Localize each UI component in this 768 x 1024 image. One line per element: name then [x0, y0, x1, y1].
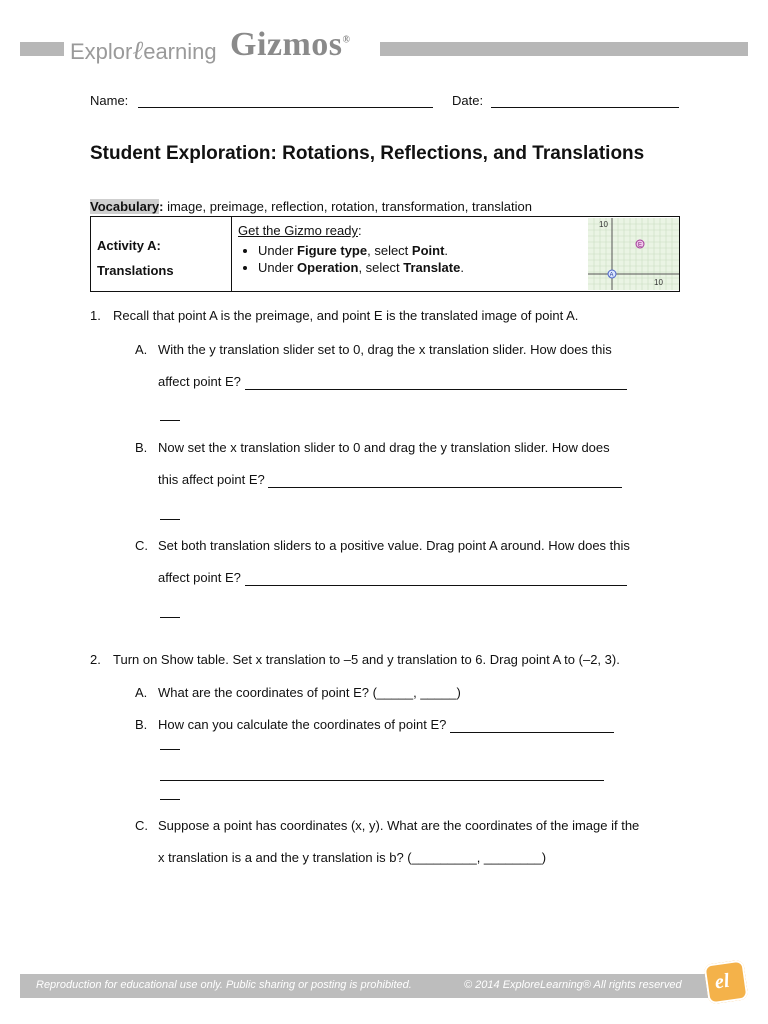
q1b-letter: B.: [135, 440, 148, 455]
q1b-answer-continue[interactable]: [160, 509, 180, 520]
q1a-line1: With the y translation slider set to 0, drag the x translation slider. How does this: [158, 342, 612, 357]
q1-text: Recall that point A is the preimage, and point E is the translated image of point A.: [113, 308, 579, 323]
q1a-answer-continue[interactable]: [160, 410, 180, 421]
q1c-prompt: affect point E?: [158, 570, 241, 585]
q2-number: 2.: [90, 652, 101, 667]
q1b-line2: [158, 472, 622, 488]
brand-gizmos-text: Gizmos: [230, 26, 343, 63]
gizmo-graph-thumbnail: [588, 218, 679, 290]
vocabulary-line: [90, 199, 532, 214]
name-label: Name:: [90, 93, 129, 108]
footer-reproduction-notice: Reproduction for educational use only. Public sharing or posting is prohibited.: [36, 979, 412, 991]
q2b-letter: B.: [135, 717, 148, 732]
footer-bar: [20, 974, 726, 998]
page-title: Student Exploration: Rotations, Reflections, and Translations: [90, 143, 645, 164]
name-row: [90, 93, 433, 108]
q1a-letter: A.: [135, 342, 148, 357]
q1c-answer-field[interactable]: [245, 571, 627, 586]
q1a-prompt: affect point E?: [158, 374, 241, 389]
q2c-line2: x translation is a and the y translation is b? (_________, ________): [158, 850, 547, 865]
brand-swash-l: ℓ: [132, 36, 144, 65]
point-e-label: E: [638, 242, 643, 249]
q1c-letter: C.: [135, 538, 148, 553]
q2b-answer-continue2[interactable]: [160, 789, 180, 800]
brand-gizmos: [230, 26, 351, 64]
graph-tick-y-10: 10: [599, 220, 608, 229]
q2b-answer-line2[interactable]: [160, 780, 604, 781]
point-a-label: A: [609, 272, 614, 279]
activity-subtitle: Translations: [97, 263, 174, 278]
date-field[interactable]: [491, 93, 679, 108]
footer-copyright: © 2014 ExploreLearning® All rights reserved: [464, 979, 682, 991]
date-label: Date:: [452, 93, 484, 108]
q2c-letter: C.: [135, 818, 148, 833]
setup-item-operation: • Under Operation, select Translate.: [258, 259, 673, 276]
q1c-answer-continue[interactable]: [160, 607, 180, 618]
brand-explore-text: Explor: [70, 39, 133, 64]
vocabulary-label: Vocabulary: [90, 199, 160, 214]
brand-explorelearning: [70, 36, 217, 66]
q2-text: Turn on Show table. Set x translation to –5 and y translation to 6. Drag point A to (–2, 3).: [113, 652, 620, 667]
gizmo-ready-cell: [232, 217, 680, 292]
activity-name-cell: [91, 217, 232, 292]
header-bar-right: [380, 42, 748, 56]
q1b-answer-field[interactable]: [268, 473, 622, 488]
brand-learning-text: earning: [143, 39, 217, 64]
header-bar-left: [20, 42, 64, 56]
q1c-line1: Set both translation sliders to a positive value. Drag point A around. How does this: [158, 538, 630, 553]
q2a-letter: A.: [135, 685, 148, 700]
vocabulary-terms: image, preimage, reflection, rotation, transformation, translation: [163, 199, 532, 214]
q2b-line1: [158, 717, 614, 733]
q1b-prompt: this affect point E?: [158, 472, 265, 487]
setup-item-figure-type: • Under Figure type, select Point.: [258, 242, 673, 259]
q1b-line1: Now set the x translation slider to 0 and drag the y translation slider. How does: [158, 440, 610, 455]
activity-name: Activity A:: [97, 238, 161, 253]
q1c-line2: [158, 570, 627, 586]
vocabulary-colon: :: [159, 199, 164, 214]
name-field[interactable]: [138, 93, 433, 108]
date-row: [452, 93, 679, 108]
q1a-answer-field[interactable]: [245, 375, 627, 390]
q2b-answer-field[interactable]: [450, 718, 614, 733]
q1a-line2: [158, 374, 627, 390]
gizmo-ready-heading: Get the Gizmo ready: [238, 223, 358, 238]
registered-mark: ®: [342, 34, 351, 46]
activity-table: [90, 216, 680, 292]
q2c-line1: Suppose a point has coordinates (x, y). What are the coordinates of the image if the: [158, 818, 640, 833]
q1-number: 1.: [90, 308, 101, 323]
badge-text: el: [713, 969, 731, 994]
q2b-answer-continue[interactable]: [160, 739, 180, 750]
graph-tick-x-10: 10: [654, 278, 663, 287]
q2a-text: What are the coordinates of point E? (_____, _____): [158, 685, 461, 700]
explorelearning-badge-icon: [703, 959, 748, 1004]
q2b-prompt: How can you calculate the coordinates of point E?: [158, 717, 447, 732]
gizmo-ready-colon: :: [357, 223, 362, 238]
